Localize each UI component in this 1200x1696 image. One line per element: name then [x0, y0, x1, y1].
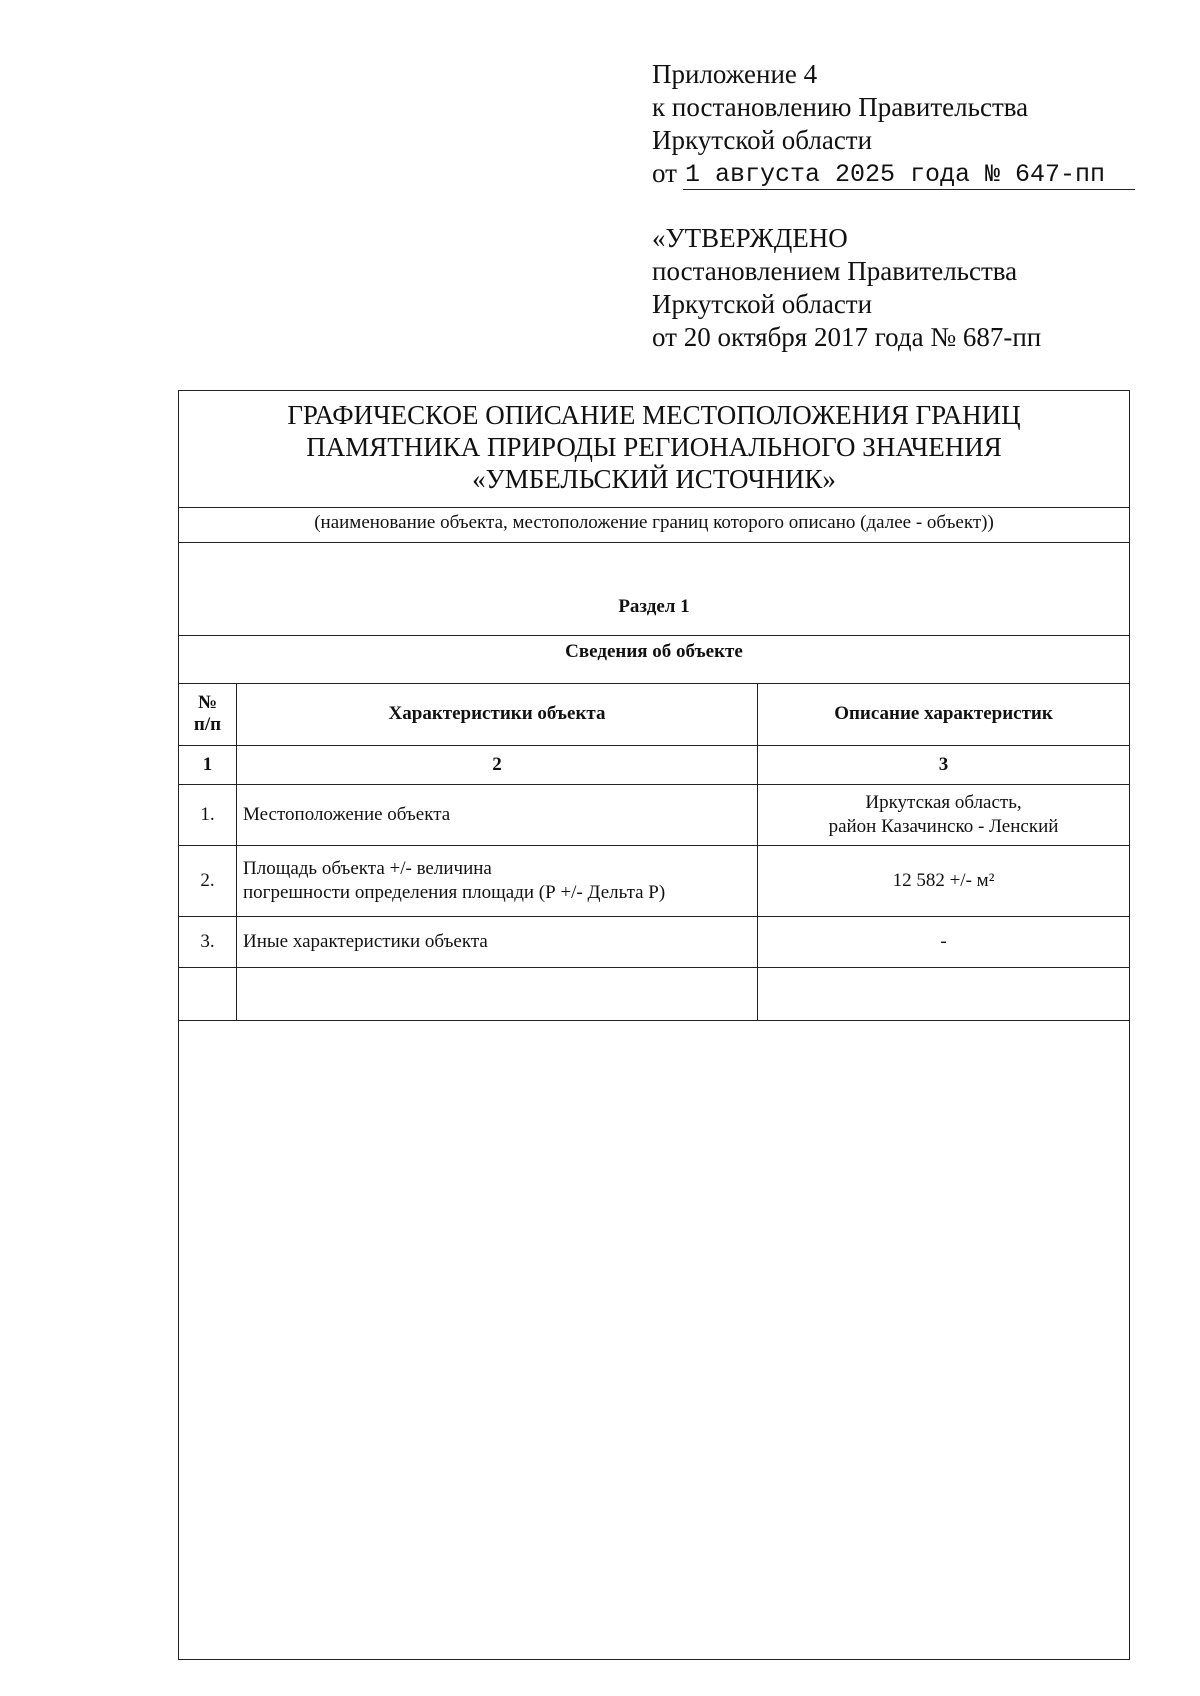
appendix-header	[652, 58, 1172, 190]
characteristic-line: Площадь объекта +/- величина	[243, 858, 492, 879]
approved-date: от 20 октября 2017 года № 687-пп	[652, 322, 1042, 352]
column-number: 1	[179, 746, 237, 785]
approved-by: постановлением Правительства	[652, 256, 1018, 286]
section-label: Раздел 1	[618, 596, 690, 617]
decree-date-number: 1 августа 2025 года № 647-пп	[683, 161, 1135, 190]
approved-block	[652, 222, 1172, 354]
description-line: район Казачинско - Ленский	[828, 816, 1059, 837]
approved-region: Иркутской области	[652, 289, 873, 319]
document-frame	[178, 390, 1130, 1660]
table-row	[179, 785, 1129, 846]
header-num-line-2: п/п	[193, 714, 222, 735]
description-line: Иркутская область,	[865, 792, 1022, 813]
approved-label: «УТВЕРЖДЕНО	[652, 223, 848, 253]
title-line-2: ПАМЯТНИКА ПРИРОДЫ РЕГИОНАЛЬНОГО ЗНАЧЕНИЯ	[306, 432, 1002, 462]
column-number: 2	[237, 746, 758, 785]
appendix-number: Приложение 4	[652, 59, 818, 89]
header-num-line-1: №	[197, 692, 218, 713]
decree-prefix: от	[652, 158, 677, 188]
appendix-reference: к постановлению Правительства	[652, 92, 1029, 122]
document-title	[179, 391, 1129, 508]
header-num	[179, 683, 237, 746]
empty-cell	[758, 968, 1130, 1021]
object-caption: (наименование объекта, местоположение границ которого описано (далее - объект))	[179, 508, 1129, 543]
row-number: 3.	[179, 917, 237, 968]
header-characteristic: Характеристики объекта	[237, 683, 758, 746]
row-description: 12 582 +/- м²	[758, 846, 1130, 917]
row-characteristic: Иные характеристики объекта	[237, 917, 758, 968]
object-info-table	[179, 683, 1129, 1021]
row-description	[758, 785, 1130, 846]
characteristic-line: погрешности определения площади (Р +/- Дельта Р)	[243, 882, 666, 903]
row-characteristic	[237, 846, 758, 917]
row-number: 1.	[179, 785, 237, 846]
row-description: -	[758, 917, 1130, 968]
section-heading	[179, 542, 1129, 636]
column-number-row	[179, 746, 1129, 785]
row-characteristic: Местоположение объекта	[237, 785, 758, 846]
appendix-region: Иркутской области	[652, 125, 873, 155]
empty-table-row	[179, 968, 1129, 1021]
row-number: 2.	[179, 846, 237, 917]
table-row	[179, 917, 1129, 968]
column-number: 3	[758, 746, 1130, 785]
title-line-3: «УМБЕЛЬСКИЙ ИСТОЧНИК»	[472, 464, 836, 494]
table-row	[179, 846, 1129, 917]
empty-cell	[179, 968, 237, 1021]
table-header-row	[179, 683, 1129, 746]
title-line-1: ГРАФИЧЕСКОЕ ОПИСАНИЕ МЕСТОПОЛОЖЕНИЯ ГРАНИЦ	[287, 400, 1021, 430]
header-description: Описание характеристик	[758, 683, 1130, 746]
empty-cell	[237, 968, 758, 1021]
section-subtitle: Сведения об объекте	[179, 635, 1129, 684]
decree-line	[652, 157, 1172, 190]
